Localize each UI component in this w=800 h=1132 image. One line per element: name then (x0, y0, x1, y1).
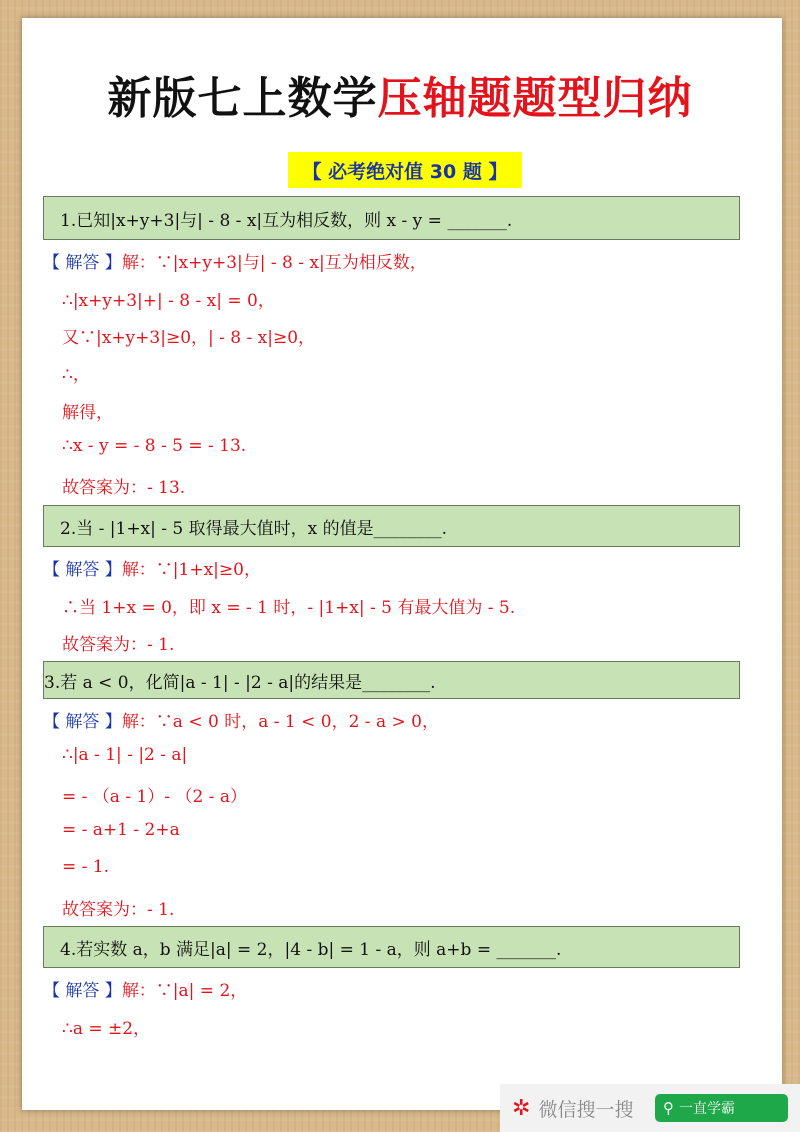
search-icon: ⚲ (663, 1099, 674, 1117)
answer-2-line-1 (43, 555, 261, 580)
answer-3-line-5: = - 1. (62, 857, 110, 877)
answer-4-line-2: ∴a = ±2， (62, 1019, 151, 1039)
answer-3-line-1 (43, 707, 439, 732)
answer-4-line-1 (43, 976, 247, 1001)
jieda-label: 【 解答 】 (43, 560, 122, 580)
subtitle-highlight: 【 必考绝对值 30 题 】 (288, 152, 522, 188)
answer-text: 解：∵|a| = 2， (121, 981, 248, 1001)
page-title (0, 62, 800, 126)
answer-2-line-3: 故答案为：- 1. (62, 635, 175, 655)
jieda-label: 【 解答 】 (43, 253, 122, 273)
answer-text: 解：∵a < 0 时，a - 1 < 0，2 - a > 0， (121, 712, 439, 732)
watermark-text: 微信搜一搜 (538, 1098, 634, 1121)
answer-1-line-4: ∴， (62, 365, 90, 385)
question-box-2: 2.当 - |1+x| - 5 取得最大值时，x 的值是________. (43, 505, 740, 547)
title-red-part: 压轴题题型归纳 (377, 73, 693, 124)
search-button[interactable] (655, 1094, 788, 1122)
answer-2-line-2: ∴当 1+x = 0，即 x = - 1 时，- |1+x| - 5 有最大值为 - 5. (62, 598, 516, 618)
question-box-4: 4.若实数 a，b 满足|a| = 2，|4 - b| = 1 - a，则 a+b = _______. (43, 926, 740, 968)
jieda-label: 【 解答 】 (43, 712, 122, 732)
answer-3-line-2: ∴|a - 1| - |2 - a| (62, 745, 188, 765)
question-box-3: 3.若 a < 0，化简|a - 1| - |2 - a|的结果是________. (43, 661, 740, 699)
search-label: 一直学霸 (679, 1101, 735, 1117)
answer-1-line-1 (43, 248, 427, 273)
answer-1-line-3: 又∵|x+y+3|≥0，| - 8 - x|≥0， (62, 328, 316, 348)
answer-1-line-5: 解得， (62, 403, 113, 423)
wechat-search-logo-icon: ✲ (512, 1095, 531, 1121)
answer-text: 解：∵|x+y+3|与| - 8 - x|互为相反数， (121, 253, 427, 273)
answer-3-line-3: = - （a - 1）- （2 - a） (62, 787, 247, 807)
wechat-search-watermark (500, 1084, 800, 1132)
title-black-part: 新版七上数学 (107, 73, 378, 124)
answer-1-line-6: ∴x - y = - 8 - 5 = - 13. (62, 436, 247, 456)
jieda-label: 【 解答 】 (43, 981, 122, 1001)
question-box-1: 1.已知|x+y+3|与| - 8 - x|互为相反数，则 x - y = _______. (43, 196, 740, 240)
answer-text: 解：∵|1+x|≥0， (121, 560, 261, 580)
answer-1-line-2: ∴|x+y+3|+| - 8 - x| = 0， (62, 291, 275, 311)
answer-3-line-4: = - a+1 - 2+a (62, 820, 180, 840)
answer-3-line-6: 故答案为：- 1. (62, 900, 175, 920)
answer-1-line-7: 故答案为：- 13. (62, 478, 186, 498)
